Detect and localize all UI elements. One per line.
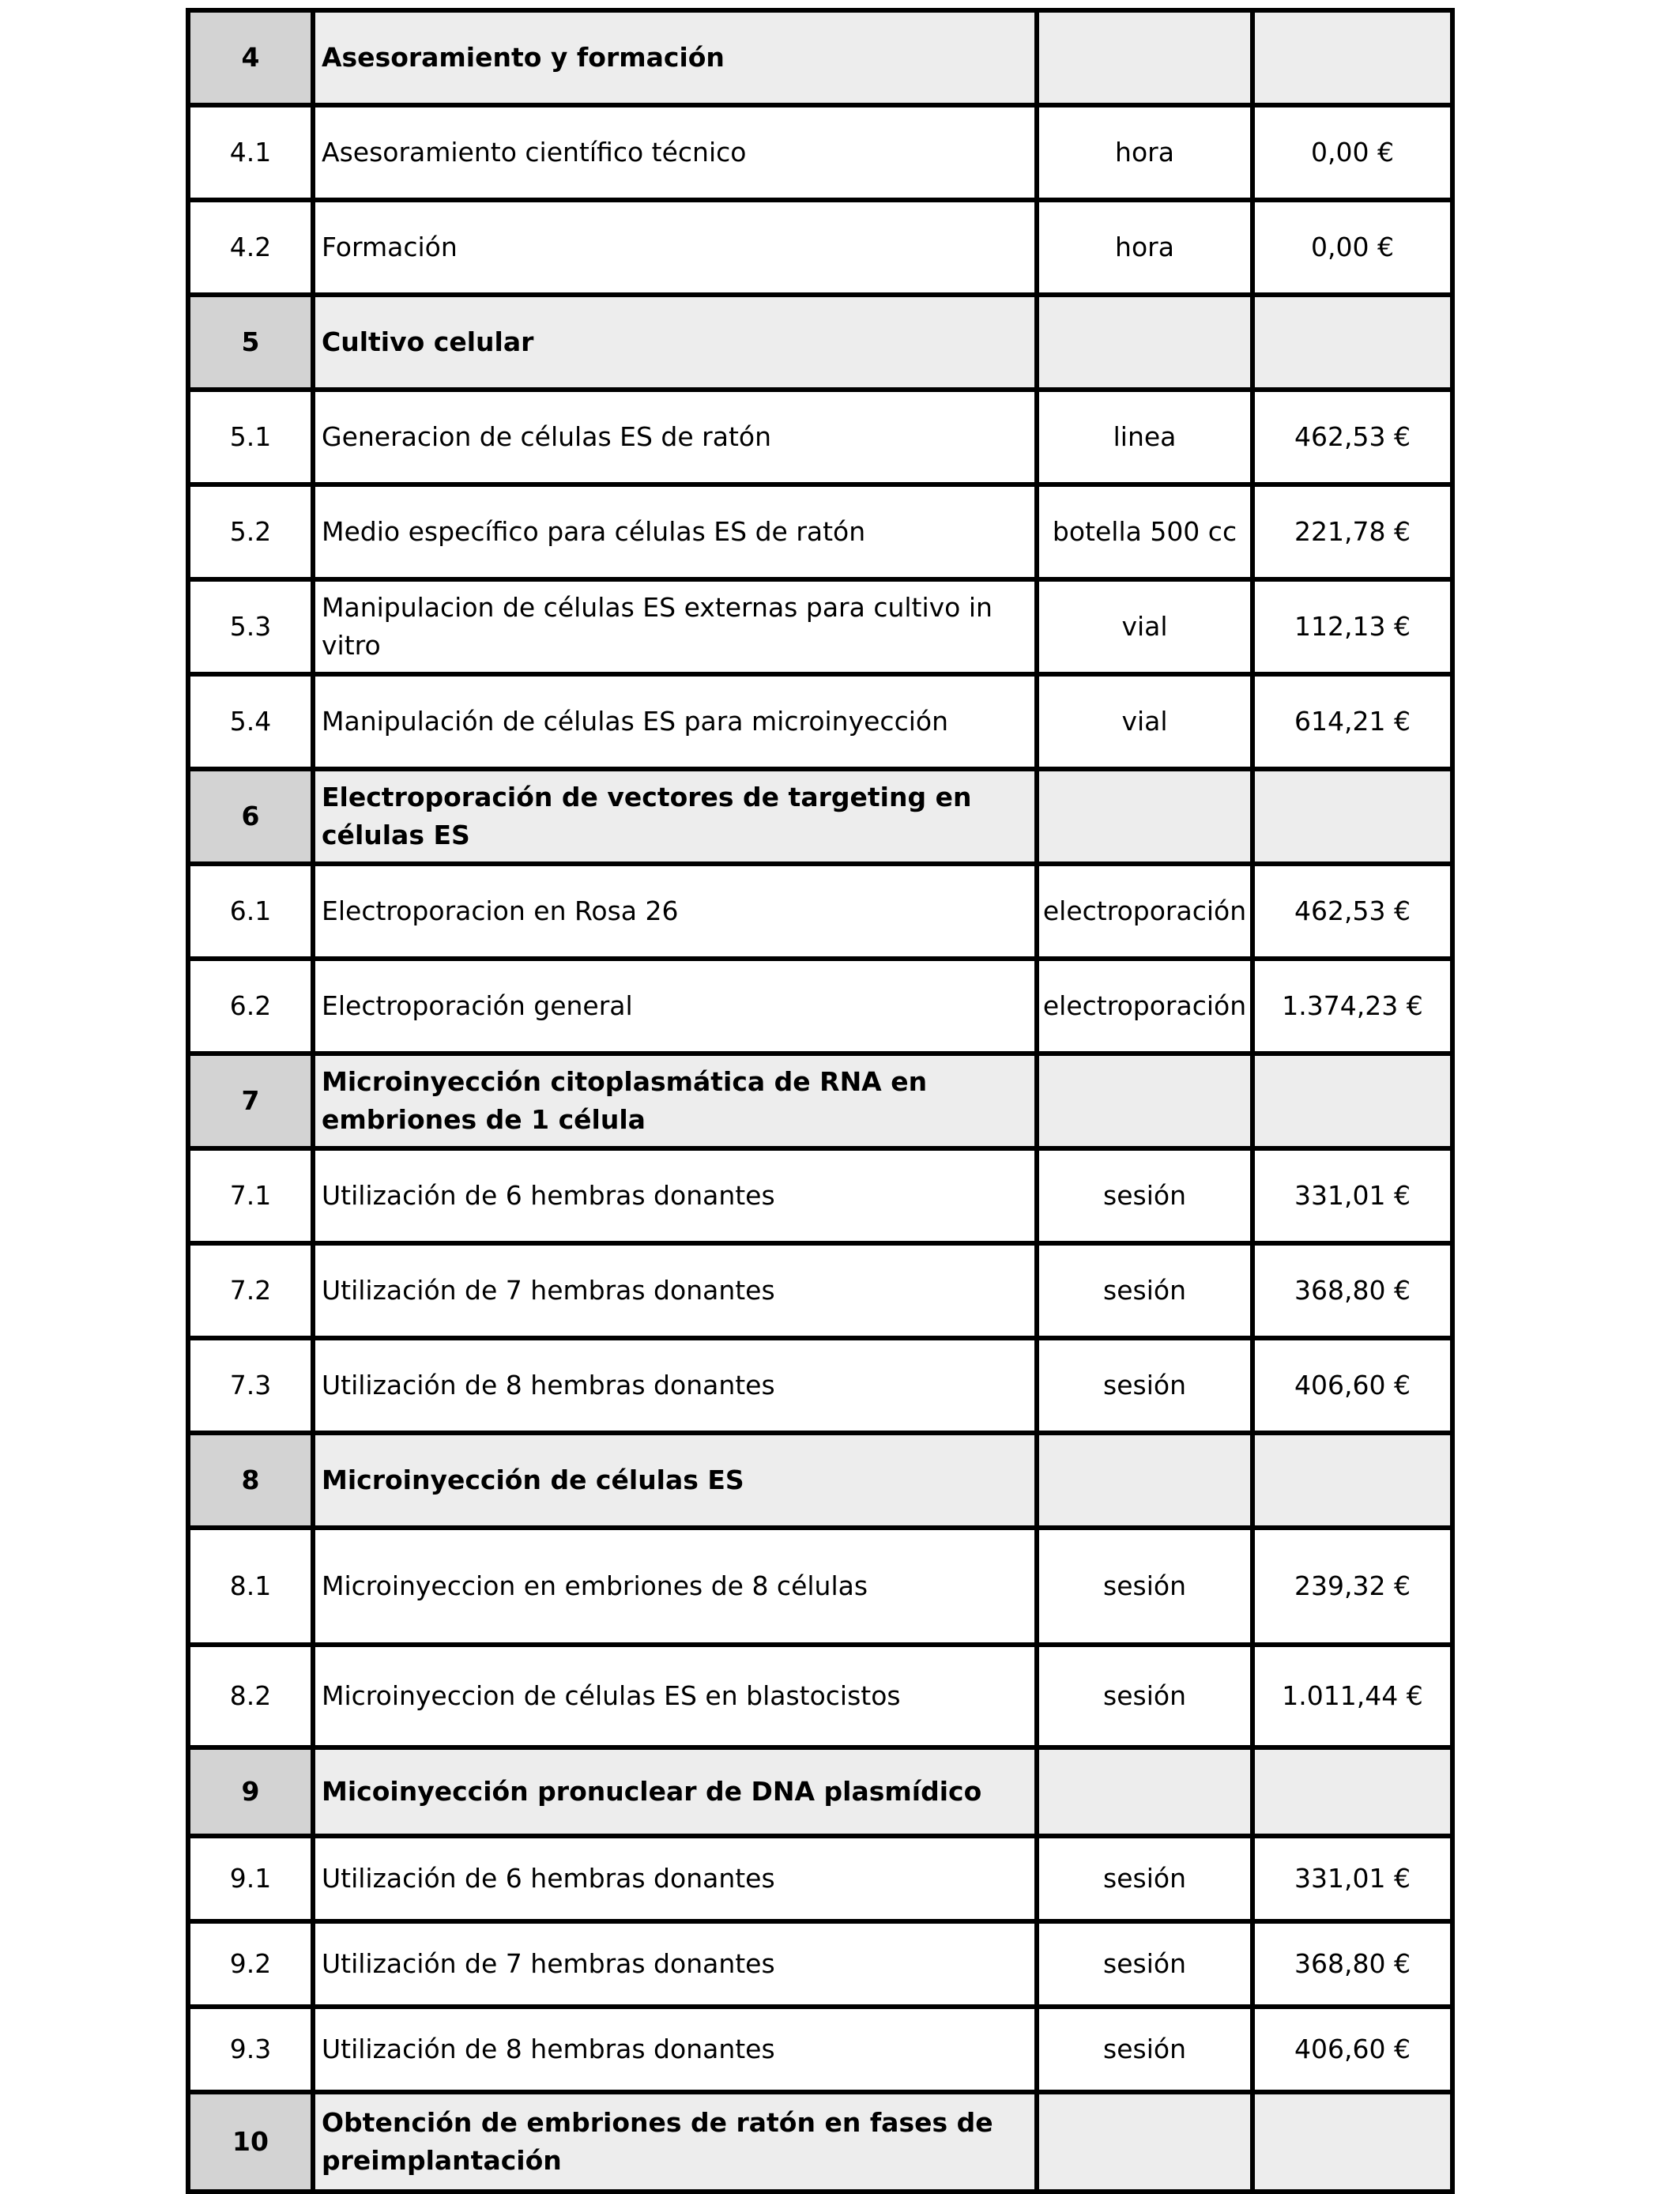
- section-row: [188, 295, 1452, 390]
- item-description-cell: Utilización de 7 hembras donantes: [313, 1921, 1037, 2007]
- unit-cell: [1037, 2092, 1252, 2192]
- unit-cell: electroporación: [1037, 864, 1252, 959]
- unit-cell: sesión: [1037, 1921, 1252, 2007]
- section-title-cell: Electroporación de vectores de targeting en células ES: [313, 769, 1037, 864]
- table-row: [188, 864, 1452, 959]
- table-row: [188, 484, 1452, 579]
- table-row: [188, 674, 1452, 769]
- section-title-cell: Asesoramiento y formación: [313, 10, 1037, 105]
- section-title-cell: Cultivo celular: [313, 295, 1037, 390]
- table-row: [188, 105, 1452, 200]
- price-cell: 331,01 €: [1252, 1836, 1452, 1921]
- item-description-cell: Utilización de 8 hembras donantes: [313, 2007, 1037, 2092]
- price-cell: 462,53 €: [1252, 864, 1452, 959]
- row-number-cell: 7.3: [188, 1338, 313, 1433]
- unit-cell: sesión: [1037, 1645, 1252, 1747]
- table-row: [188, 2007, 1452, 2092]
- unit-cell: [1037, 1054, 1252, 1148]
- item-description-cell: Microinyeccion en embriones de 8 células: [313, 1528, 1037, 1645]
- unit-cell: linea: [1037, 390, 1252, 484]
- unit-cell: vial: [1037, 579, 1252, 674]
- row-number-cell: 6.2: [188, 959, 313, 1054]
- unit-cell: sesión: [1037, 1528, 1252, 1645]
- row-number-cell: 8.1: [188, 1528, 313, 1645]
- price-cell: 221,78 €: [1252, 484, 1452, 579]
- section-title-cell: Microinyección citoplasmática de RNA en embriones de 1 célula: [313, 1054, 1037, 1148]
- price-cell: [1252, 295, 1452, 390]
- row-number-cell: 6.1: [188, 864, 313, 959]
- price-table: [186, 8, 1455, 2194]
- item-description-cell: Utilización de 7 hembras donantes: [313, 1243, 1037, 1338]
- item-description-cell: Utilización de 6 hembras donantes: [313, 1836, 1037, 1921]
- section-row: [188, 2092, 1452, 2192]
- item-description-cell: Medio específico para células ES de ratón: [313, 484, 1037, 579]
- unit-cell: hora: [1037, 200, 1252, 295]
- row-number-cell: 8.2: [188, 1645, 313, 1747]
- unit-cell: [1037, 1433, 1252, 1528]
- unit-cell: [1037, 1747, 1252, 1836]
- price-cell: 1.374,23 €: [1252, 959, 1452, 1054]
- price-cell: 614,21 €: [1252, 674, 1452, 769]
- row-number-cell: 6: [188, 769, 313, 864]
- unit-cell: sesión: [1037, 2007, 1252, 2092]
- section-row: [188, 1747, 1452, 1836]
- row-number-cell: 8: [188, 1433, 313, 1528]
- row-number-cell: 9.1: [188, 1836, 313, 1921]
- table-row: [188, 1338, 1452, 1433]
- row-number-cell: 7: [188, 1054, 313, 1148]
- price-cell: 0,00 €: [1252, 200, 1452, 295]
- section-row: [188, 10, 1452, 105]
- item-description-cell: Electroporación general: [313, 959, 1037, 1054]
- price-cell: 368,80 €: [1252, 1243, 1452, 1338]
- table-row: [188, 1921, 1452, 2007]
- price-cell: 112,13 €: [1252, 579, 1452, 674]
- table-row: [188, 390, 1452, 484]
- unit-cell: [1037, 295, 1252, 390]
- price-cell: [1252, 1433, 1452, 1528]
- section-title-cell: Micoinyección pronuclear de DNA plasmídico: [313, 1747, 1037, 1836]
- section-row: [188, 1054, 1452, 1148]
- row-number-cell: 7.2: [188, 1243, 313, 1338]
- price-cell: 406,60 €: [1252, 2007, 1452, 2092]
- row-number-cell: 9.2: [188, 1921, 313, 2007]
- row-number-cell: 5.2: [188, 484, 313, 579]
- unit-cell: sesión: [1037, 1338, 1252, 1433]
- table-row: [188, 1836, 1452, 1921]
- row-number-cell: 10: [188, 2092, 313, 2192]
- price-cell: [1252, 1054, 1452, 1148]
- unit-cell: hora: [1037, 105, 1252, 200]
- row-number-cell: 4: [188, 10, 313, 105]
- table-row: [188, 959, 1452, 1054]
- row-number-cell: 4.1: [188, 105, 313, 200]
- item-description-cell: Microinyeccion de células ES en blastocistos: [313, 1645, 1037, 1747]
- price-cell: 239,32 €: [1252, 1528, 1452, 1645]
- price-cell: 462,53 €: [1252, 390, 1452, 484]
- section-row: [188, 769, 1452, 864]
- item-description-cell: Manipulación de células ES para microinyección: [313, 674, 1037, 769]
- table-row: [188, 1528, 1452, 1645]
- unit-cell: sesión: [1037, 1243, 1252, 1338]
- price-cell: 331,01 €: [1252, 1148, 1452, 1243]
- row-number-cell: 9.3: [188, 2007, 313, 2092]
- section-row: [188, 1433, 1452, 1528]
- row-number-cell: 5: [188, 295, 313, 390]
- price-cell: [1252, 1747, 1452, 1836]
- row-number-cell: 4.2: [188, 200, 313, 295]
- row-number-cell: 9: [188, 1747, 313, 1836]
- table-row: [188, 1243, 1452, 1338]
- item-description-cell: Generacion de células ES de ratón: [313, 390, 1037, 484]
- table-row: [188, 1645, 1452, 1747]
- item-description-cell: Manipulacion de células ES externas para cultivo in vitro: [313, 579, 1037, 674]
- price-cell: 406,60 €: [1252, 1338, 1452, 1433]
- price-cell: 0,00 €: [1252, 105, 1452, 200]
- item-description-cell: Formación: [313, 200, 1037, 295]
- unit-cell: botella 500 cc: [1037, 484, 1252, 579]
- unit-cell: vial: [1037, 674, 1252, 769]
- unit-cell: [1037, 769, 1252, 864]
- table-row: [188, 200, 1452, 295]
- unit-cell: electroporación: [1037, 959, 1252, 1054]
- item-description-cell: Utilización de 8 hembras donantes: [313, 1338, 1037, 1433]
- unit-cell: sesión: [1037, 1836, 1252, 1921]
- section-title-cell: Microinyección de células ES: [313, 1433, 1037, 1528]
- price-cell: [1252, 769, 1452, 864]
- row-number-cell: 5.1: [188, 390, 313, 484]
- section-title-cell: Obtención de embriones de ratón en fases de preimplantación: [313, 2092, 1037, 2192]
- item-description-cell: Asesoramiento científico técnico: [313, 105, 1037, 200]
- price-cell: [1252, 2092, 1452, 2192]
- row-number-cell: 5.4: [188, 674, 313, 769]
- item-description-cell: Electroporacion en Rosa 26: [313, 864, 1037, 959]
- table-row: [188, 579, 1452, 674]
- row-number-cell: 7.1: [188, 1148, 313, 1243]
- price-cell: 368,80 €: [1252, 1921, 1452, 2007]
- unit-cell: sesión: [1037, 1148, 1252, 1243]
- item-description-cell: Utilización de 6 hembras donantes: [313, 1148, 1037, 1243]
- price-table-body: [188, 10, 1452, 2192]
- row-number-cell: 5.3: [188, 579, 313, 674]
- price-cell: [1252, 10, 1452, 105]
- price-cell: 1.011,44 €: [1252, 1645, 1452, 1747]
- table-row: [188, 1148, 1452, 1243]
- unit-cell: [1037, 10, 1252, 105]
